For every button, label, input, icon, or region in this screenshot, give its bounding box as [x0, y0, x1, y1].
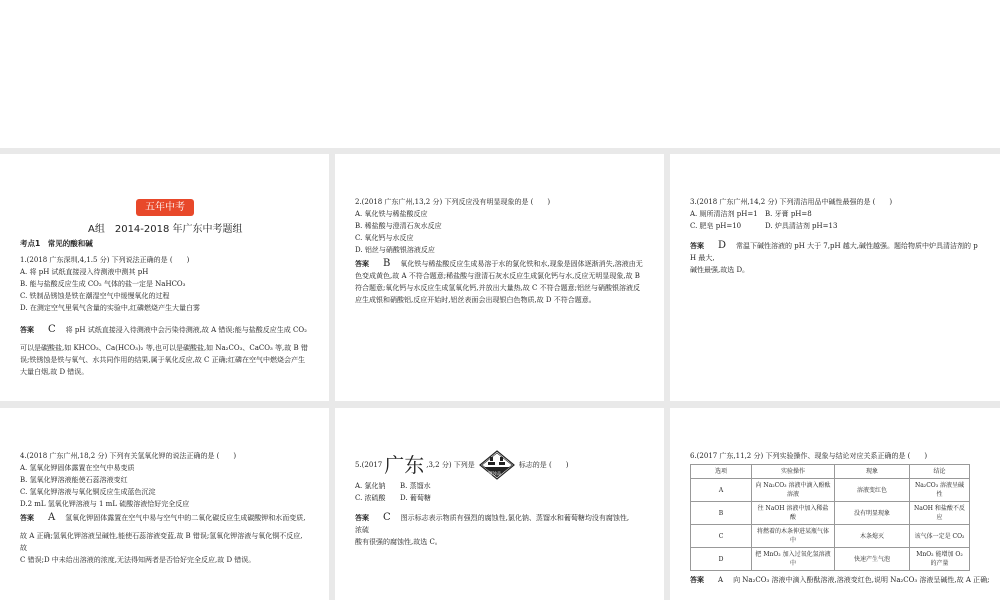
table-cell: 快速产生气泡: [835, 548, 910, 571]
option-c: C. 氢氧化钾溶液与氧化铜反应生成蓝色沉淀: [20, 488, 156, 496]
question-5-prefix: 5.(2017: [355, 461, 383, 469]
table-row: [691, 502, 970, 525]
answer-label: 答案: [20, 325, 34, 334]
answer-line: [20, 512, 325, 524]
explanation-4: C 错误;D 中未给出溶液的浓度,无法得知两者是否恰好完全反应,故 D 错误。: [20, 556, 256, 564]
slide-panel-3: [670, 154, 1000, 401]
answer-letter: C: [48, 324, 56, 335]
table-cell: B: [691, 502, 752, 525]
answer-line: [355, 512, 660, 524]
options-row-2: [690, 220, 995, 232]
table-cell: 该气体一定是 CO₂: [910, 525, 970, 548]
options-row-1: [690, 208, 995, 220]
option-d: D.2 mL 氢氧化钾溶液与 1 mL 硫酸溶液恰好完全反应: [20, 500, 190, 508]
explanation-3: 符合题意;氧化钙与水反应生成氢氧化钙,并放出大量热,故 C 不符合题意;铝丝与硝酸银溶液反: [355, 284, 640, 292]
column-header: 实验操作: [752, 465, 835, 479]
column-header: 现象: [835, 465, 910, 479]
table-header-row: [691, 465, 970, 479]
explanation-3: 酸有很强的腐蚀性,故选 C。: [355, 538, 442, 546]
option-a: A. 氧化铁与稀盐酸反应: [355, 210, 428, 218]
option-b: B. 氢氧化钾溶液能使石蕊溶液变红: [20, 476, 128, 484]
explanation-1: 氢氧化钾固体露置在空气中易与空气中的二氧化碳反应生成碳酸钾和水而变质,: [65, 514, 306, 522]
question-2: 2.(2018 广东广州,13,2 分) 下列反应没有明显现象的是 ( ): [355, 198, 551, 206]
explanation-1: 将 pH 试纸直接浸入待测液中会污染待测液,故 A 错误;能与盐酸反应生成 CO₂: [65, 326, 307, 334]
explanation-3: 误;铁锈蚀是铁与氧气、水共同作用的结果,属于氧化反应,故 C 正确;红磷在空气中燃烧会产生: [20, 356, 305, 364]
table-row: [691, 548, 970, 571]
answer-label: 答案: [690, 241, 704, 250]
option-d: D. 炉具清洁剂 pH=13: [765, 222, 838, 230]
table-cell: 向 Na₂CO₃ 溶液中滴入酚酞溶液: [752, 479, 835, 502]
table-cell: C: [691, 525, 752, 548]
option-a: A. 厕所清洁剂 pH=1: [690, 210, 758, 218]
option-b: B. 蒸馏水: [400, 482, 431, 490]
table-cell: NaOH 和盐酸不反应: [910, 502, 970, 525]
slide-panel-1: [0, 154, 329, 401]
table-cell: 没有明显现象: [835, 502, 910, 525]
explanation-2: 浓硫: [355, 526, 369, 534]
options-row-2: [355, 492, 660, 504]
table-cell: 往 NaOH 溶液中加入稀盐酸: [752, 502, 835, 525]
answer-letter: D: [718, 240, 727, 251]
question-5-province: 广东: [384, 453, 425, 477]
option-d: D. 在测定空气里氧气含量的实验中,红磷燃烧产生大量白雾: [20, 304, 201, 312]
five-year-exam-badge: 五年中考: [136, 199, 194, 216]
table-cell: D: [691, 548, 752, 571]
column-header: 结论: [910, 465, 970, 479]
question-6: 6.(2017 广东,11,2 分) 下列实验操作、现象与结论对应关系正确的是 ( ): [690, 452, 928, 460]
question-1: 1.(2018 广东深圳,4,1.5 分) 下列说法正确的是 ( ): [20, 256, 190, 264]
slide-panel-2: [335, 154, 664, 401]
corrosive-sign-icon: [479, 450, 515, 480]
option-a: A. 氢氧化钾固体露置在空气中易变质: [20, 464, 135, 472]
explanation-2: H 最大,: [690, 254, 715, 262]
explanation-1: 氧化铁与稀盐酸反应生成易溶于水的氯化铁和水,现象是固体逐渐消失,溶液由无: [400, 260, 643, 268]
slide-panel-5: [335, 408, 664, 600]
answer-line: [690, 240, 995, 252]
answer-line: [355, 258, 660, 270]
question-5: [355, 450, 660, 480]
explanation-1: 向 Na₂CO₃ 溶液中滴入酚酞溶液,溶液变红色,说明 Na₂CO₃ 溶液呈碱性,故 A 正确;: [733, 576, 990, 584]
table-cell: 木条熄灭: [835, 525, 910, 548]
explanation-3: 碱性最强,故选 D。: [690, 266, 750, 274]
option-b: B. 能与盐酸反应生成 CO₂ 气体的盐一定是 NaHCO₃: [20, 280, 186, 288]
key-point-heading: 考点1 常见的酸和碱: [20, 239, 93, 248]
question-3: 3.(2018 广东广州,14,2 分) 下列清洁用品中碱性最强的是 ( ): [690, 198, 893, 206]
table-cell: 将燃着的木条伸进某瓶气体中: [752, 525, 835, 548]
experiment-table: [690, 464, 970, 571]
answer-letter: C: [383, 512, 391, 523]
question-4: 4.(2018 广东广州,18,2 分) 下列有关氢氧化钾的说法正确的是 ( ): [20, 452, 237, 460]
explanation-3: 故: [20, 544, 27, 552]
explanation-1: 常温下碱性溶液的 pH 大于 7,pH 越大,碱性越强。题给物质中炉具清洁剂的 p: [736, 242, 978, 250]
explanation-2: 可以是碳酸盐,如 KHCO₃、Ca(HCO₃)₂ 等,也可以是碳酸盐,如 Na₂CO₃、CaCO₃ 等,故 B 错: [20, 344, 308, 352]
explanation-4: 应生成银和硝酸铝,反应开始时,铝丝表面会出现银白色物质,故 D 不符合题意。: [355, 296, 596, 304]
table-cell: MnO₂ 能增加 O₂ 的产量: [910, 548, 970, 571]
option-c: C. 氧化钙与水反应: [355, 234, 414, 242]
option-c: C. 铁制品锈蚀是铁在潮湿空气中缓慢氧化的过程: [20, 292, 170, 300]
answer-label: 答案: [690, 575, 704, 584]
group-title: A组 2014-2018 年广东中考题组: [88, 224, 243, 235]
option-b: B. 稀盐酸与澄清石灰水反应: [355, 222, 442, 230]
slide-panel-4: [0, 408, 329, 600]
answer-letter: A: [48, 512, 56, 523]
option-c: C. 肥皂 pH=10: [690, 222, 742, 230]
option-a: A. 氯化钠: [355, 482, 386, 490]
slide-panel-6: [670, 408, 1000, 600]
answer-line: [20, 324, 325, 336]
sign-label: 腐蚀品: [487, 472, 502, 477]
options-row-1: [355, 480, 660, 492]
column-header: 选项: [691, 465, 752, 479]
explanation-2: 故 A 正确;氢氧化钾溶液呈碱性,能使石蕊溶液变蓝,故 B 错误;氢氧化钾溶液与氧化铜不反应,: [20, 532, 303, 540]
question-5-middle: ,3,2 分) 下列是: [426, 461, 475, 469]
table-row: [691, 479, 970, 502]
table-cell: 把 MnO₂ 加入过氧化氢溶液中: [752, 548, 835, 571]
answer-line: [690, 574, 995, 586]
answer-label: 答案: [20, 513, 34, 522]
answer-label: 答案: [355, 259, 369, 268]
option-d: D. 铝丝与硝酸银溶液反应: [355, 246, 435, 254]
table-cell: 溶液变红色: [835, 479, 910, 502]
option-b: B. 牙膏 pH=8: [765, 210, 812, 218]
gap-band-middle: [0, 401, 1000, 408]
question-5-suffix: 标志的是 ( ): [518, 461, 569, 469]
option-a: A. 将 pH 试纸直接浸入待测液中测其 pH: [20, 268, 149, 276]
option-c: C. 浓硫酸: [355, 494, 386, 502]
explanation-2: 色变成黄色,故 A 不符合题意;稀盐酸与澄清石灰水反应生成氯化钙与水,反应无明显现象,故 B: [355, 272, 640, 280]
explanation-1: 图示标志表示物质有强烈的腐蚀性,氯化钠、蒸馏水和葡萄糖均没有腐蚀性,: [400, 514, 630, 522]
option-d: D. 葡萄糖: [400, 494, 431, 502]
table-cell: A: [691, 479, 752, 502]
answer-letter: B: [383, 258, 391, 269]
table-cell: Na₂CO₃ 溶液呈碱性: [910, 479, 970, 502]
explanation-4: 大量白烟,故 D 错误。: [20, 368, 89, 376]
table-row: [691, 525, 970, 548]
answer-letter: A: [718, 576, 724, 584]
answer-label: 答案: [355, 513, 369, 522]
